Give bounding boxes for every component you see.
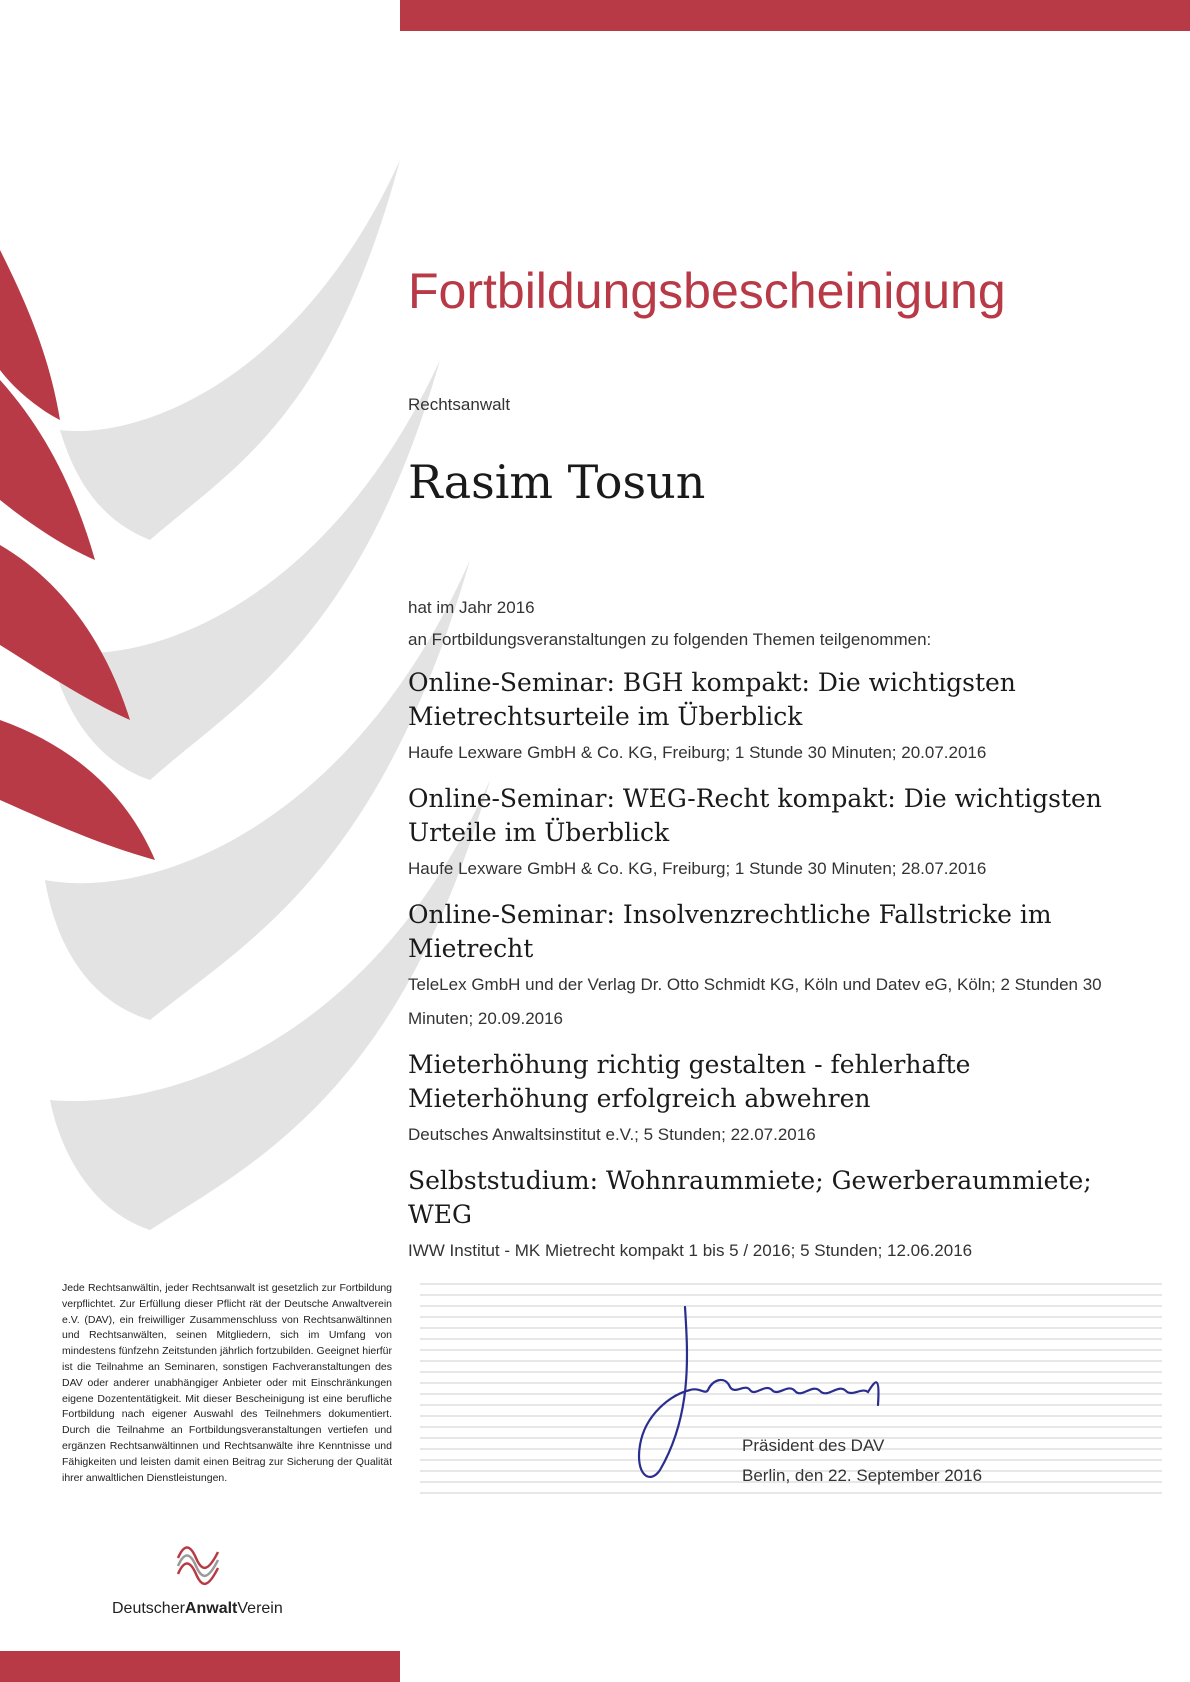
course-detail: Haufe Lexware GmbH & Co. KG, Freiburg; 1 Stunde 30 Minuten; 20.07.2016 [408,743,987,762]
course-detail: Haufe Lexware GmbH & Co. KG, Freiburg; 1 Stunde 30 Minuten; 28.07.2016 [408,859,987,878]
intro-line-1: hat im Jahr 2016 [408,598,535,617]
course-title: Online-Seminar: BGH kompakt: Die wichtigsten Mietrechtsurteile im Überblick [408,668,1016,731]
intro-text [408,592,931,656]
document-title: Fortbildungsbescheinigung [408,263,1006,319]
logo-text-part1: Deutscher [112,1600,185,1617]
course-title: Online-Seminar: WEG-Recht kompakt: Die wichtigsten Urteile im Überblick [408,784,1102,847]
fortbildung-notice: Jede Rechtsanwältin, jeder Rechtsanwalt ist gesetzlich zur Fortbildung verpflichtet. Zur Erfüllung dieser Pflicht rät der Deutsche Anwaltverein e.V. (DAV), ein freiwilliger Zusammenschluss von Rechtsanwältinnen und Rechtsanwälten, seinen Mitgliedern, sich im Umfang von mindestens fünfzehn Zeitstunden jährlich fortzubilden. Geeignet hierfür ist die Teilnahme an Seminaren, sonstigen Fachveranstaltungen des DAV oder anderer unabhängiger Anbieter oder mit Einschränkungen eigene Dozententätigkeit. Mit dieser Bescheinigung ist eine berufliche Fortbildung nach eigener Auswahl des Teilnehmers dokumentiert. Durch die Teilnahme an Fortbildungsveranstaltungen vertiefen und ergänzen Rechtsanwältinnen und Rechtsanwälte ihre Kenntnisse und Fähigkeiten und leisten damit einen Beitrag zur Sicherung der Qualität ihrer anwaltlichen Dienstleistungen. [62,1282,392,1484]
course-list [408,666,1128,1280]
bottom-accent-bar [0,1651,400,1682]
course-item [408,782,1128,886]
logo-text-part3: Verein [237,1600,283,1617]
recipient-name: Rasim Tosun [408,455,706,509]
course-item [408,1164,1128,1268]
course-title: Online-Seminar: Insolvenzrechtliche Fallstricke im Mietrecht [408,900,1052,963]
dav-logo-icon [176,1538,220,1588]
intro-line-2: an Fortbildungsveranstaltungen zu folgenden Themen teilgenommen: [408,630,932,649]
course-detail: IWW Institut - MK Mietrecht kompakt 1 bis 5 / 2016; 5 Stunden; 12.06.2016 [408,1241,973,1260]
course-item [408,1048,1128,1152]
recipient-role: Rechtsanwalt [408,395,511,414]
signature-place-date: Berlin, den 22. September 2016 [742,1466,983,1485]
signature-role: Präsident des DAV [742,1436,885,1455]
logo-text-part2: Anwalt [184,1600,238,1617]
course-detail: Deutsches Anwaltsinstitut e.V.; 5 Stunden; 22.07.2016 [408,1125,816,1144]
course-title: Mieterhöhung richtig gestalten - fehlerhafte Mieterhöhung erfolgreich abwehren [408,1050,971,1113]
course-detail: TeleLex GmbH und der Verlag Dr. Otto Schmidt KG, Köln und Datev eG, Köln; 2 Stunden 30 Minuten; 20.09.2016 [408,975,1102,1028]
handwritten-signature [600,1295,950,1495]
dav-logo-wordmark [112,1600,283,1618]
course-title: Selbststudium: Wohnraummiete; Gewerberaummiete; WEG [408,1166,1092,1229]
course-item [408,898,1128,1036]
course-item [408,666,1128,770]
top-accent-bar [400,0,1190,31]
